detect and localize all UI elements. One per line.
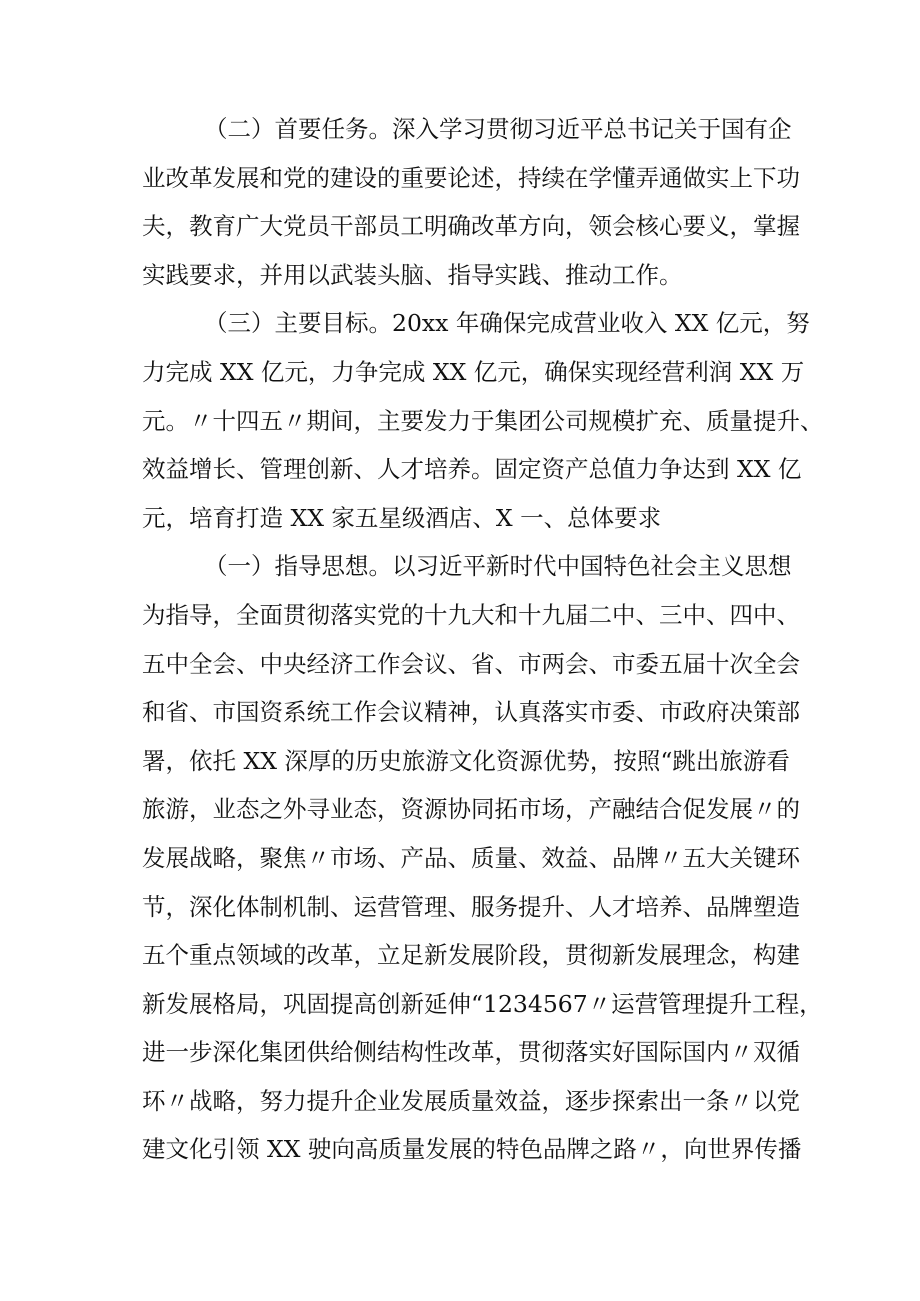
text-line: 环〃战略，努力提升企业发展质量效益，逐步探索出一条〃以党 (142, 1086, 800, 1115)
text-line: 元，培育打造 XX 家五星级酒店、X 一、总体要求 (142, 503, 662, 532)
text-line: 五个重点领域的改革，立足新发展阶段，贯彻新发展理念，构建 (142, 941, 800, 970)
text-line: 效益增长、管理创新、人才培养。固定资产总值力争达到 XX 亿 (142, 455, 802, 484)
text-line: 夫，教育广大党员干部员工明确改革方向，领会核心要义，掌握 (142, 212, 800, 241)
paragraph-main-goals (142, 299, 824, 542)
text-line: （一）指导思想。以习近平新时代中国特色社会主义思想 (204, 552, 792, 581)
document-body (142, 105, 824, 1174)
text-line: （三）主要目标。20xx 年确保完成营业收入 XX 亿元，努 (204, 309, 810, 338)
text-line: 实践要求，并用以武装头脑、指导实践、推动工作。 (142, 260, 683, 289)
text-line: 旅游，业态之外寻业态，资源协同拓市场，产融结合促发展〃的 (142, 795, 800, 824)
text-line: 署，依托 XX 深厚的历史旅游文化资源优势，按照“跳出旅游看 (142, 746, 790, 775)
text-line: 节，深化体制机制、运营管理、服务提升、人才培养、品牌塑造 (142, 892, 800, 921)
text-line: （二）首要任务。深入学习贯彻习近平总书记关于国有企 (204, 115, 792, 143)
text-line: 新发展格局，巩固提高创新延伸“1234567〃运营管理提升工程， (142, 989, 823, 1018)
text-line: 力完成 XX 亿元，力争完成 XX 亿元，确保实现经营利润 XX 万 (142, 357, 805, 386)
text-line: 元。〃十四五〃期间，主要发力于集团公司规模扩充、质量提升、 (142, 406, 824, 435)
text-line: 和省、市国资系统工作会议精神，认真落实市委、市政府决策部 (142, 698, 800, 727)
text-line: 进一步深化集团供给侧结构性改革，贯彻落实好国际国内〃双循 (142, 1038, 800, 1067)
text-line: 建文化引领 XX 驶向高质量发展的特色品牌之路〃，向世界传播 (142, 1135, 802, 1164)
paragraph-primary-task (142, 105, 802, 299)
text-line: 发展战略，聚焦〃市场、产品、质量、效益、品牌〃五大关键环 (142, 843, 800, 872)
paragraph-guiding-thought (142, 542, 823, 1174)
text-line: 五中全会、中央经济工作会议、省、市两会、市委五届十次全会 (142, 649, 800, 678)
text-line: 为指导，全面贯彻落实党的十九大和十九届二中、三中、四中、 (142, 600, 800, 629)
text-line: 业改革发展和党的建设的重要论述，持续在学懂弄通做实上下功 (142, 163, 800, 192)
